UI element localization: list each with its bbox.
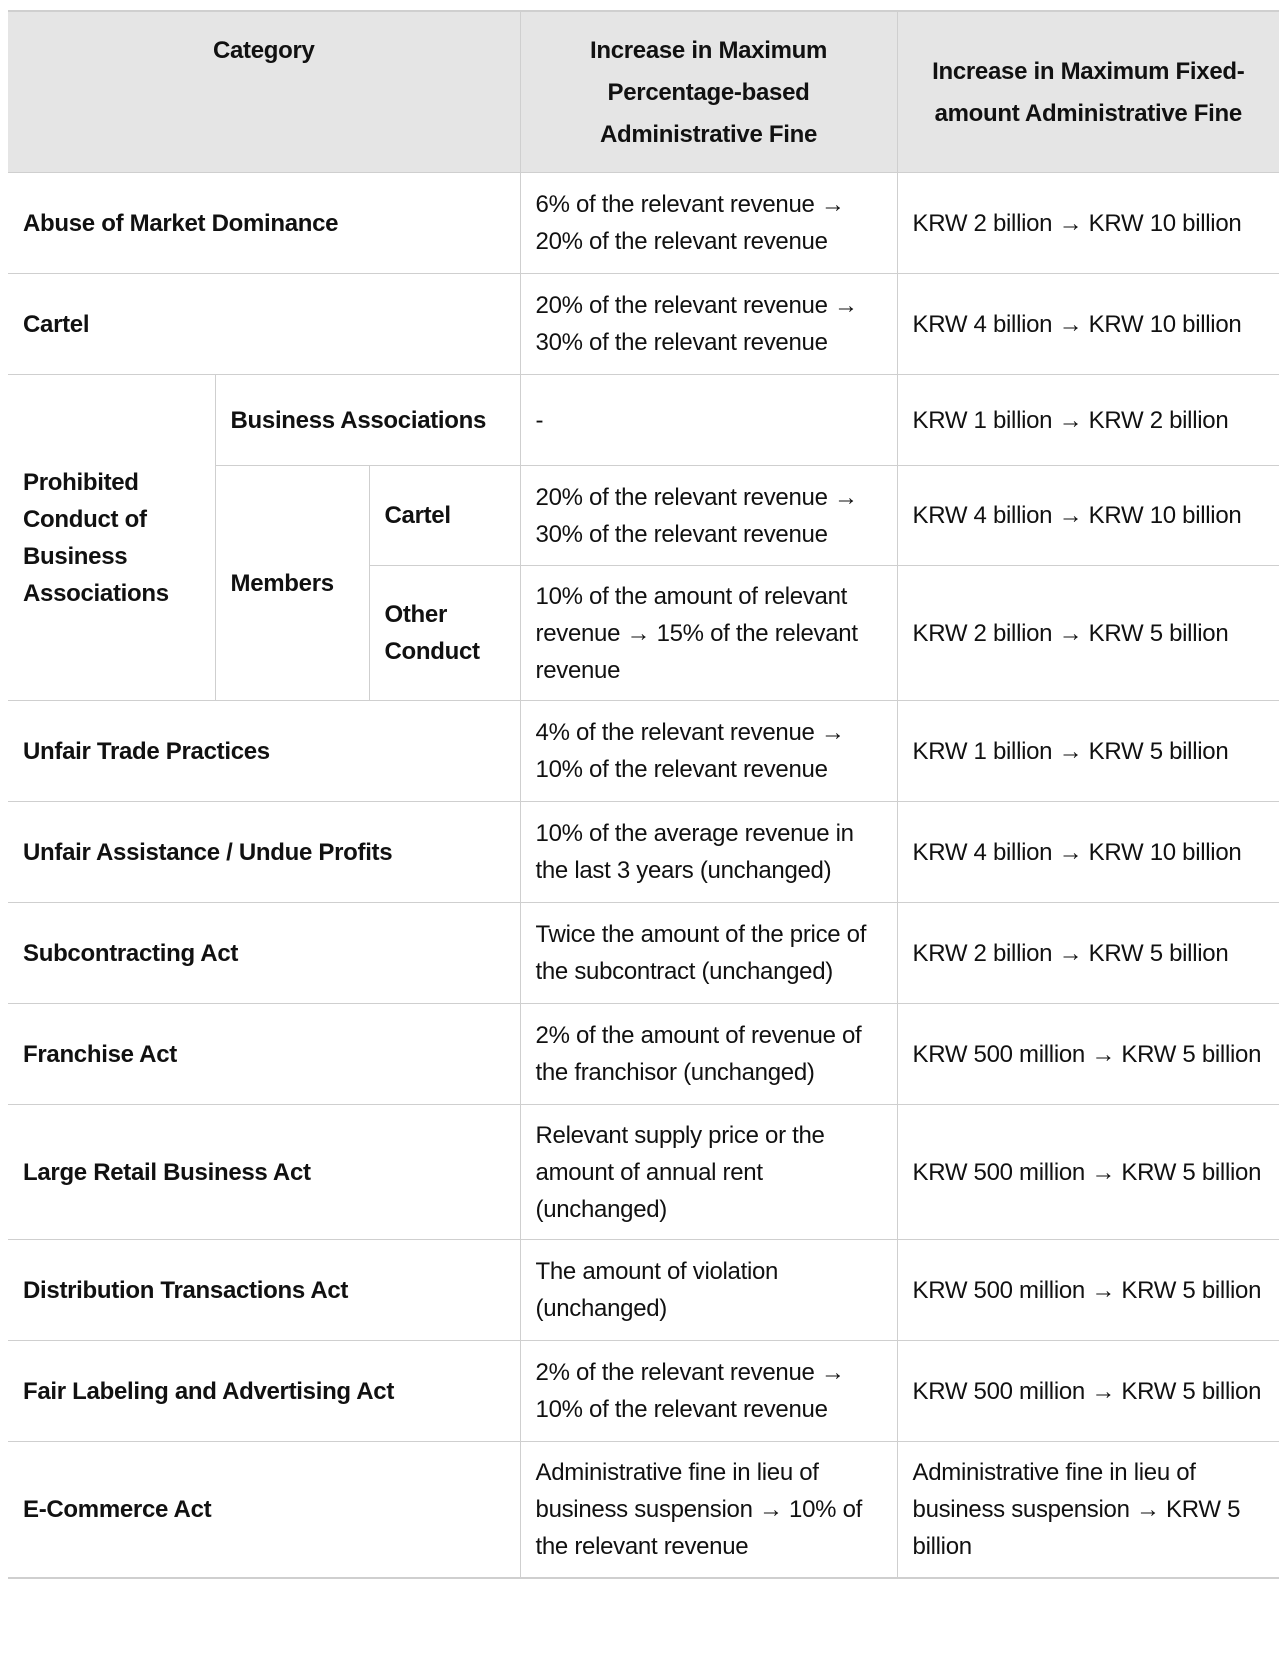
cell-percentage: 2% of the relevant revenue → 10% of the relevant revenue — [520, 1341, 897, 1442]
row-label-other-conduct: Other Conduct — [369, 566, 520, 701]
fine-table-container — [8, 10, 1279, 1579]
cell-percentage: - — [520, 375, 897, 466]
cell-percentage: Relevant supply price or the amount of annual rent (unchanged) — [520, 1105, 897, 1240]
row-label-cartel: Cartel — [8, 274, 520, 375]
row-label-unfair-assistance: Unfair Assistance / Undue Profits — [8, 802, 520, 903]
table-row — [8, 1240, 1279, 1341]
row-label-franchise: Franchise Act — [8, 1004, 520, 1105]
row-label-abuse: Abuse of Market Dominance — [8, 173, 520, 274]
cell-percentage: 4% of the relevant revenue → 10% of the relevant revenue — [520, 701, 897, 802]
table-row — [8, 1341, 1279, 1442]
table-row — [8, 1442, 1279, 1578]
cell-percentage: 2% of the amount of revenue of the franchisor (unchanged) — [520, 1004, 897, 1105]
table-header-row — [8, 11, 1279, 173]
header-category: Category — [8, 11, 520, 173]
row-label-associations: Prohibited Conduct of Business Associations — [8, 375, 215, 701]
table-row — [8, 802, 1279, 903]
row-label-distribution: Distribution Transactions Act — [8, 1240, 520, 1341]
row-label-subcontracting: Subcontracting Act — [8, 903, 520, 1004]
cell-fixed: Administrative fine in lieu of business suspension → KRW 5 billion — [897, 1442, 1279, 1578]
row-label-ecommerce: E-Commerce Act — [8, 1442, 520, 1578]
cell-percentage: Twice the amount of the price of the subcontract (unchanged) — [520, 903, 897, 1004]
administrative-fine-table — [8, 10, 1279, 1579]
cell-fixed: KRW 2 billion → KRW 5 billion — [897, 566, 1279, 701]
table-row — [8, 375, 1279, 466]
table-row — [8, 173, 1279, 274]
header-percentage-fine: Increase in Maximum Percentage-based Administrative Fine — [520, 11, 897, 173]
cell-percentage: 20% of the relevant revenue → 30% of the relevant revenue — [520, 466, 897, 566]
cell-percentage: 10% of the average revenue in the last 3 years (unchanged) — [520, 802, 897, 903]
row-label-members: Members — [215, 466, 369, 701]
cell-fixed: KRW 2 billion → KRW 10 billion — [897, 173, 1279, 274]
table-row — [8, 701, 1279, 802]
table-row — [8, 1004, 1279, 1105]
row-label-large-retail: Large Retail Business Act — [8, 1105, 520, 1240]
cell-percentage: 10% of the amount of relevant revenue → 15% of the relevant revenue — [520, 566, 897, 701]
cell-percentage: The amount of violation (unchanged) — [520, 1240, 897, 1341]
table-row — [8, 274, 1279, 375]
row-label-members-cartel: Cartel — [369, 466, 520, 566]
cell-fixed: KRW 4 billion → KRW 10 billion — [897, 802, 1279, 903]
cell-fixed: KRW 500 million → KRW 5 billion — [897, 1341, 1279, 1442]
cell-fixed: KRW 2 billion → KRW 5 billion — [897, 903, 1279, 1004]
cell-percentage: 20% of the relevant revenue → 30% of the relevant revenue — [520, 274, 897, 375]
table-row — [8, 903, 1279, 1004]
cell-percentage: Administrative fine in lieu of business suspension → 10% of the relevant revenue — [520, 1442, 897, 1578]
cell-fixed: KRW 500 million → KRW 5 billion — [897, 1240, 1279, 1341]
header-fixed-fine: Increase in Maximum Fixed-amount Administrative Fine — [897, 11, 1279, 173]
cell-fixed: KRW 1 billion → KRW 5 billion — [897, 701, 1279, 802]
row-label-labeling: Fair Labeling and Advertising Act — [8, 1341, 520, 1442]
cell-fixed: KRW 4 billion → KRW 10 billion — [897, 274, 1279, 375]
table-row — [8, 1105, 1279, 1240]
cell-fixed: KRW 500 million → KRW 5 billion — [897, 1105, 1279, 1240]
cell-percentage: 6% of the relevant revenue → 20% of the relevant revenue — [520, 173, 897, 274]
cell-fixed: KRW 1 billion → KRW 2 billion — [897, 375, 1279, 466]
row-label-unfair-trade: Unfair Trade Practices — [8, 701, 520, 802]
cell-fixed: KRW 500 million → KRW 5 billion — [897, 1004, 1279, 1105]
cell-fixed: KRW 4 billion → KRW 10 billion — [897, 466, 1279, 566]
row-label-business-associations: Business Associations — [215, 375, 520, 466]
